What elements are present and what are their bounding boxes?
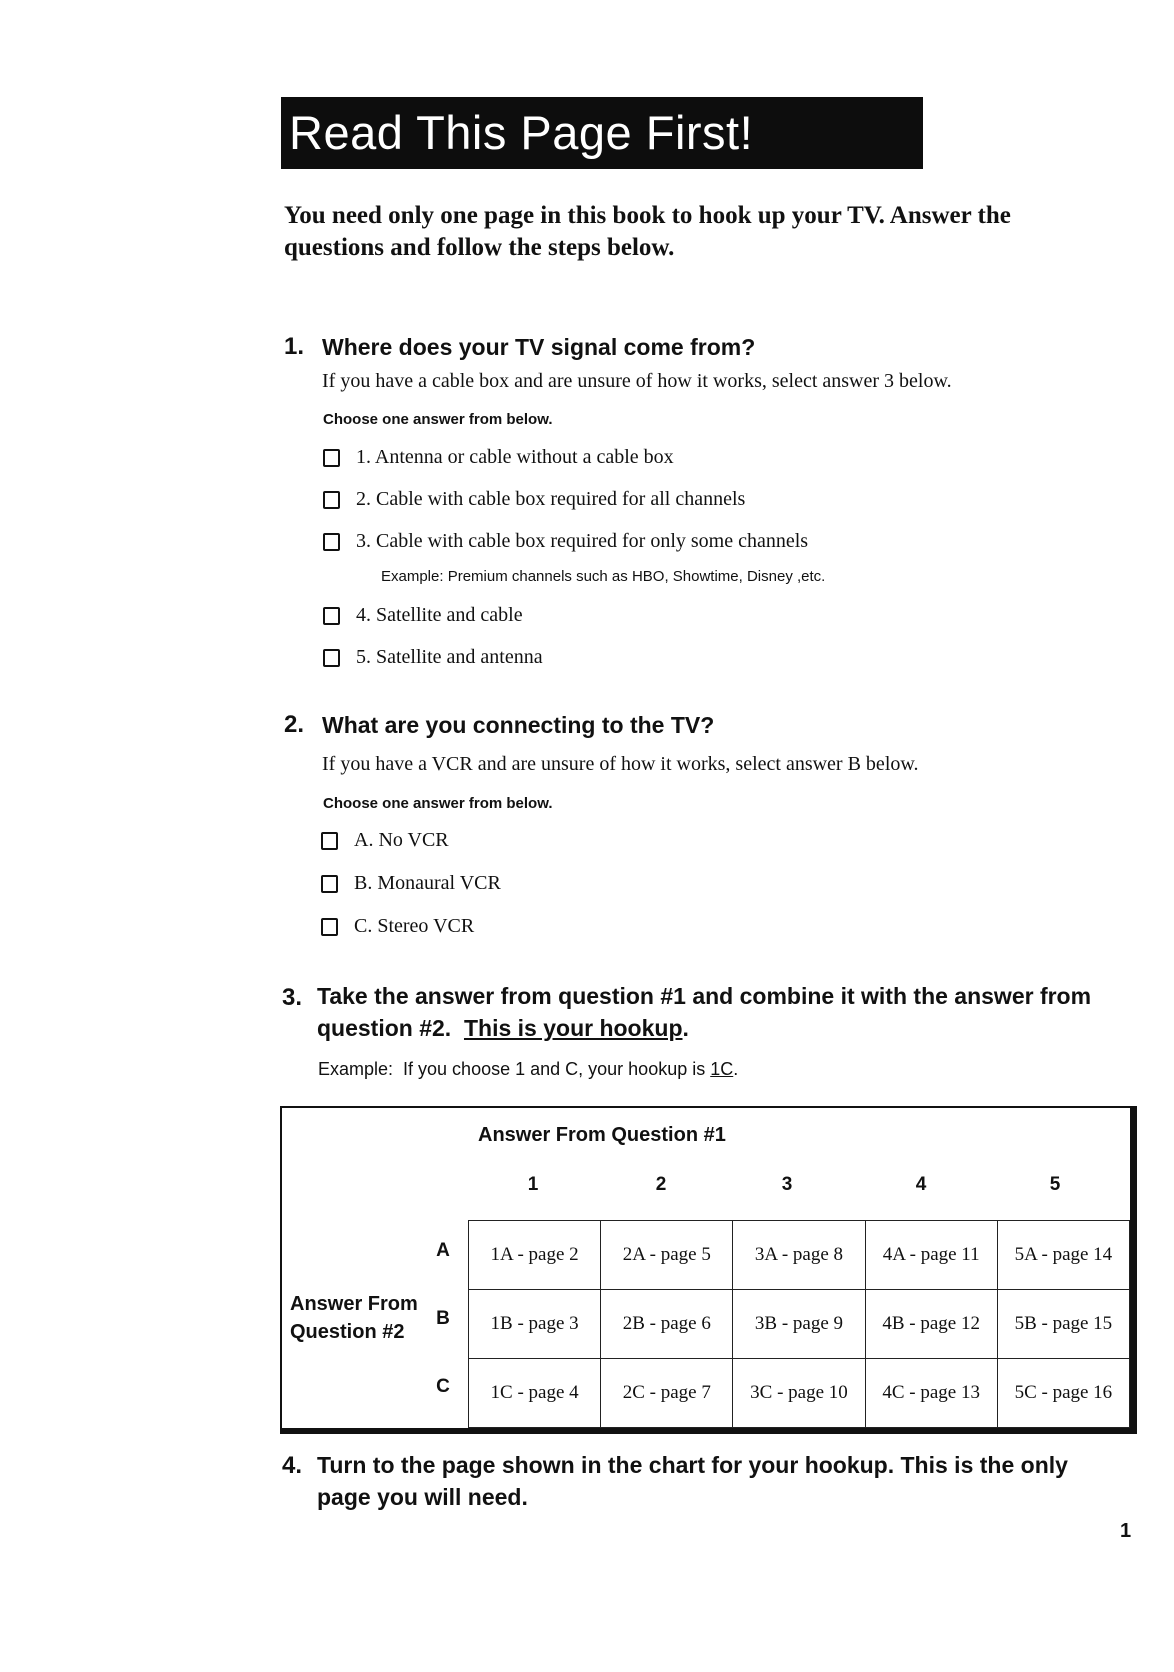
question-3-line-2-suffix: .: [682, 1015, 689, 1041]
intro-text: You need only one page in this book to hook up your TV. Answer the questions and follow the steps below.: [284, 202, 1011, 261]
hookup-grid: [468, 1220, 1130, 1428]
question-3-number: 3.: [282, 984, 303, 1011]
checkbox-icon[interactable]: [323, 449, 340, 467]
grid-cell: 2A - page 5: [601, 1221, 733, 1290]
grid-cell: 1B - page 3: [469, 1290, 601, 1359]
q1-option-3-label: 3. Cable with cable box required for only some channels: [356, 530, 809, 552]
grid-cell: 3C - page 10: [733, 1359, 865, 1428]
question-4-line-1: Turn to the page shown in the chart for your hookup. This is the only: [317, 1452, 1068, 1478]
chart-row-header-line-2: Question #2: [290, 1321, 405, 1343]
chart-row-header-line-1: Answer From: [290, 1293, 418, 1315]
q2-option-b[interactable]: [321, 872, 501, 895]
chart-row-header: [290, 1290, 440, 1346]
chart-row-a: A: [436, 1240, 450, 1261]
question-3-line-2-prefix: question #2.: [317, 1015, 464, 1041]
chart-column-1: 1: [527, 1174, 539, 1195]
question-1-number: 1.: [284, 333, 305, 360]
question-1-choose-label: Choose one answer from below.: [323, 411, 553, 428]
question-3-emphasis: This is your hookup: [463, 1015, 683, 1041]
chart-row-c: C: [436, 1376, 450, 1397]
q2-option-c-label: C. Stereo VCR: [354, 915, 475, 937]
grid-cell: 4A - page 11: [865, 1221, 997, 1290]
question-1-hint: If you have a cable box and are unsure of how it works, select answer 3 below.: [322, 370, 952, 392]
q1-option-5[interactable]: [323, 646, 543, 669]
q1-option-5-label: 5. Satellite and antenna: [356, 646, 543, 668]
grid-cell: 1C - page 4: [469, 1359, 601, 1428]
grid-cell: 3B - page 9: [733, 1290, 865, 1359]
checkbox-icon[interactable]: [323, 607, 340, 625]
question-3-example-answer: 1C: [710, 1059, 734, 1079]
page-number: 1: [1120, 1520, 1132, 1542]
chart-column-5: 5: [1049, 1174, 1061, 1195]
q1-option-4-label: 4. Satellite and cable: [356, 604, 523, 626]
chart-column-4: 4: [915, 1174, 927, 1195]
table-row: [469, 1359, 1130, 1428]
q1-option-3[interactable]: [323, 530, 808, 553]
q1-option-3-example: Example: Premium channels such as HBO, Showtime, Disney ,etc.: [381, 568, 826, 585]
checkbox-icon[interactable]: [323, 649, 340, 667]
chart-column-header: Answer From Question #1: [478, 1124, 726, 1146]
grid-cell: 5B - page 15: [997, 1290, 1129, 1359]
grid-cell: 2B - page 6: [601, 1290, 733, 1359]
question-4-text: [317, 1449, 1147, 1513]
checkbox-icon[interactable]: [323, 491, 340, 509]
question-3-line-1: Take the answer from question #1 and combine it with the answer from: [317, 983, 1092, 1009]
question-3-text: [317, 980, 1147, 1044]
question-2-choose-label: Choose one answer from below.: [323, 795, 553, 812]
checkbox-icon[interactable]: [321, 918, 338, 936]
q2-option-c[interactable]: [321, 915, 474, 938]
grid-cell: 3A - page 8: [733, 1221, 865, 1290]
checkbox-icon[interactable]: [321, 875, 338, 893]
q1-option-4[interactable]: [323, 604, 523, 627]
question-3-example: [318, 1059, 738, 1080]
question-2-text: What are you connecting to the TV?: [322, 712, 715, 738]
question-3-example-suffix: .: [733, 1059, 739, 1079]
grid-cell: 5A - page 14: [997, 1221, 1129, 1290]
question-3-example-prefix: Example: If you choose 1 and C, your hookup is: [318, 1059, 711, 1079]
table-row: [469, 1221, 1130, 1290]
question-4-line-2: page you will need.: [317, 1484, 528, 1510]
grid-cell: 4B - page 12: [865, 1290, 997, 1359]
checkbox-icon[interactable]: [323, 533, 340, 551]
q1-option-1-label: 1. Antenna or cable without a cable box: [356, 446, 674, 468]
chart-column-3: 3: [781, 1174, 793, 1195]
grid-cell: 5C - page 16: [997, 1359, 1129, 1428]
q2-option-b-label: B. Monaural VCR: [354, 872, 501, 894]
question-1-text: Where does your TV signal come from?: [322, 334, 756, 360]
question-2-number: 2.: [284, 711, 305, 738]
question-3-line-2: [317, 1012, 1147, 1044]
q1-option-1[interactable]: [323, 446, 674, 469]
chart-row-b: B: [436, 1308, 450, 1329]
q1-option-2-label: 2. Cable with cable box required for all channels: [356, 488, 746, 510]
chart-column-2: 2: [655, 1174, 667, 1195]
q1-option-2[interactable]: [323, 488, 745, 511]
grid-cell: 1A - page 2: [469, 1221, 601, 1290]
page-title: Read This Page First!: [281, 97, 923, 169]
q2-option-a[interactable]: [321, 829, 449, 852]
question-2-hint: If you have a VCR and are unsure of how it works, select answer B below.: [322, 753, 919, 775]
table-row: [469, 1290, 1130, 1359]
checkbox-icon[interactable]: [321, 832, 338, 850]
question-4-number: 4.: [282, 1452, 303, 1479]
q2-option-a-label: A. No VCR: [354, 829, 449, 851]
grid-cell: 2C - page 7: [601, 1359, 733, 1428]
grid-cell: 4C - page 13: [865, 1359, 997, 1428]
